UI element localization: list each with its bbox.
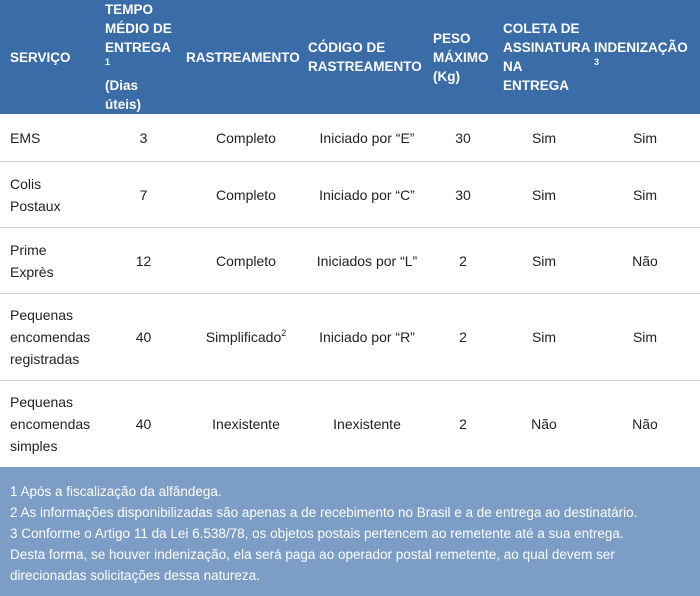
header-codigo-line: RASTREAMENTO [308, 59, 422, 74]
header-tempo-line: (Dias [105, 78, 139, 93]
cell-servico: Colis Postaux [10, 175, 61, 214]
header-coleta-line: NA [503, 59, 523, 74]
header-coleta-line: ASSINATURA [503, 40, 591, 55]
header-peso-line: PESO [433, 30, 471, 46]
cell-tempo: 12 [135, 252, 152, 269]
cell-servico: Pequenas encomendas registradas [10, 307, 91, 367]
cell-indenizacao: Sim [632, 329, 658, 345]
cell-coleta: Não [531, 416, 557, 432]
table-row [0, 381, 700, 467]
header-tempo-line: úteis) [105, 97, 142, 112]
cell-servico: Pequenas encomendas simples [10, 394, 91, 454]
cell-rastreamento: Completo [216, 129, 276, 146]
cell-codigo: Inexistente [333, 416, 401, 432]
table-row [0, 228, 700, 294]
table-row [0, 294, 700, 381]
header-rastreamento [186, 0, 306, 114]
cell-tempo: 3 [139, 129, 148, 146]
cell-coleta: Sim [531, 329, 557, 345]
table-header [0, 0, 700, 114]
cell-servico: Prime Exprès [10, 241, 54, 280]
cell-tempo: 40 [135, 329, 152, 345]
cell-indenizacao: Sim [632, 186, 658, 203]
header-peso-line: (Kg) [433, 68, 460, 84]
cell-peso: 2 [459, 252, 467, 269]
header-coleta-line: COLETA DE [503, 21, 580, 36]
cell-rastreamento: Inexistente [212, 416, 280, 432]
header-codigo [306, 0, 428, 114]
cell-rastreamento: Completo [216, 186, 276, 203]
cell-indenizacao: Não [632, 416, 658, 432]
cell-rastreamento: Completo [216, 252, 276, 269]
header-tempo-line: ENTREGA $^1$ [105, 40, 172, 67]
header-coleta [498, 0, 590, 114]
cell-indenizacao: Não [632, 252, 658, 269]
cell-codigo: Iniciado por “R” [319, 329, 415, 345]
table-row [0, 162, 700, 228]
cell-tempo: 7 [139, 186, 148, 203]
header-servico-label: SERVIÇO [10, 49, 71, 65]
header-tempo-line: TEMPO [105, 2, 154, 17]
cell-peso: 30 [455, 129, 471, 146]
footnote-ref: 3 [594, 57, 600, 67]
header-tempo-line: MÉDIO DE [105, 21, 172, 36]
cell-peso: 2 [459, 329, 467, 345]
cell-codigo: Iniciado por “C” [319, 186, 415, 203]
cell-peso: 30 [455, 186, 471, 203]
cell-tempo: 40 [135, 416, 152, 432]
footnote-3-cont: Desta forma, se houver indenização, ela será paga ao operador postal remetente, ao qual devem ser [10, 547, 615, 562]
footnote-ref: 2 [281, 328, 287, 338]
footnotes [0, 467, 700, 596]
cell-servico: EMS [10, 129, 41, 146]
cell-codigo: Iniciados por “L” [316, 252, 418, 269]
footnote-3: 3 Conforme o Artigo 11 da Lei 6.538/78, os objetos postais pertencem ao remetente até a sua entrega. [10, 526, 624, 541]
cell-coleta: Sim [531, 129, 557, 146]
cell-coleta: Sim [531, 186, 557, 203]
cell-peso: 2 [459, 416, 467, 432]
header-indenizacao-label: INDENIZAÇÃO $^3$ [594, 40, 688, 67]
header-codigo-line: CÓDIGO DE [308, 40, 386, 55]
header-rastreamento-label: RASTREAMENTO [186, 49, 300, 65]
header-servico [0, 0, 101, 114]
footnote-3-cont: direcionadas solicitações dessa natureza. [10, 568, 260, 583]
cell-codigo: Iniciado por “E” [319, 129, 415, 146]
header-coleta-line: ENTREGA [503, 78, 570, 93]
footnote-1: 1 Após a fiscalização da alfândega. [10, 484, 222, 499]
cell-indenizacao: Sim [632, 129, 658, 146]
header-peso-line: MÁXIMO [433, 49, 489, 65]
header-indenizacao [590, 0, 700, 114]
footnote-ref: 1 [105, 57, 111, 67]
header-peso [428, 0, 498, 114]
cell-rastreamento: Simplificado$^2$ [205, 328, 287, 345]
cell-coleta: Sim [531, 252, 557, 269]
table-row [0, 114, 700, 162]
footnote-2: 2 As informações disponibilizadas são apenas a de recebimento no Brasil e a de entrega ao destinatário. [10, 505, 638, 520]
header-tempo [101, 0, 186, 114]
